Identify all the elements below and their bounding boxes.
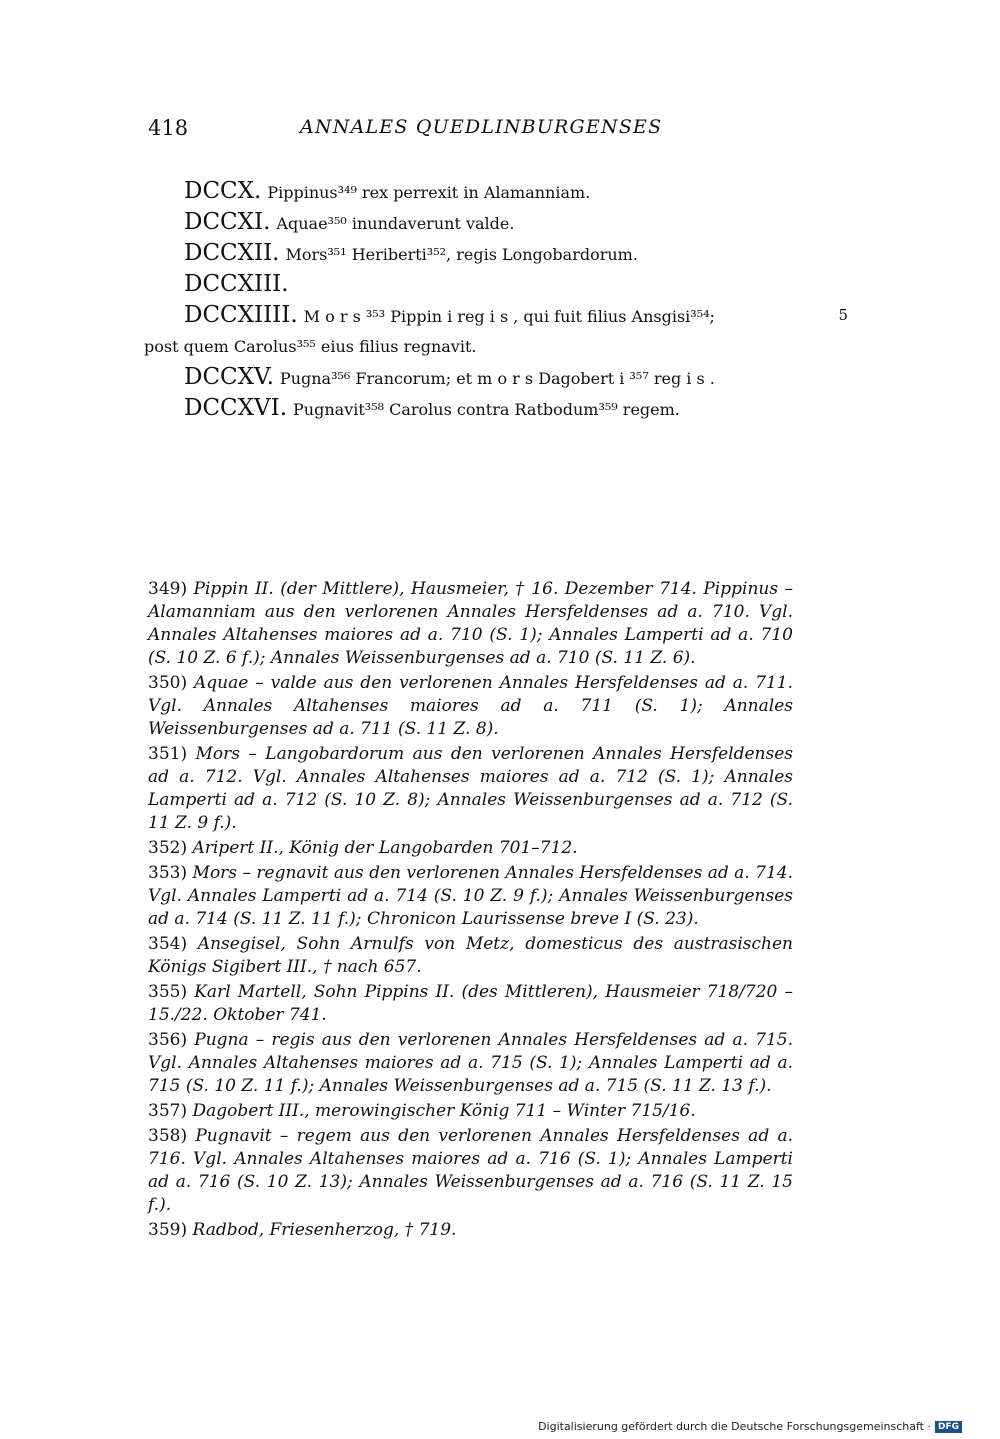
footnote — [148, 1100, 793, 1123]
footnote-number: 357) — [148, 1101, 188, 1121]
footnote-text: Aquae – valde aus den verlorenen Annales Hersfeldenses ad a. 711. Vgl. Annales Altahenses maiores ad a. 711 (S. 1); Annales Weissenburgenses ad a. 711 (S. 11 Z. 8). — [148, 673, 794, 739]
annal-entry — [148, 362, 848, 393]
line-number: 5 — [838, 306, 848, 324]
entry-year: DCCXII. — [184, 240, 280, 266]
footnote-text: Radbod, Friesenherzog, † 719. — [192, 1220, 457, 1240]
footnote-number: 354) — [148, 934, 188, 954]
footnote-text: Mors – Langobardorum aus den verlorenen Annales Hersfeldenses ad a. 712. Vgl. Annales Altahenses maiores ad a. 712 (S. 1); Annales Lamperti ad a. 712 (S. 10 Z. 8); Annales Weissenburgenses ad a. 712 (S. 11 Z. 9 f.). — [148, 744, 794, 833]
footnote-text: Pippin II. (der Mittlere), Hausmeier, † 16. Dezember 714. Pippinus – Alamanniam aus den verlorenen Annales Hersfeldenses ad a. 710. Vgl. Annales Altahenses maiores ad a. 710 (S. 1); Annales Lamperti ad a. 710 (S. 10 Z. 6 f.); Annales Weissenburgenses ad a. 710 (S. 11 Z. 6). — [148, 579, 793, 668]
footnote-number: 352) — [148, 838, 188, 858]
annal-entry — [148, 207, 848, 238]
footnote-number: 358) — [148, 1126, 188, 1146]
annal-entries — [144, 176, 848, 424]
footnote — [148, 933, 793, 979]
footnote-text: Aripert II., König der Langobarden 701–712. — [192, 838, 578, 858]
entry-year: DCCXIII. — [184, 271, 289, 297]
entry-year: DCCXI. — [184, 209, 271, 235]
entry-text: M o r s ³⁵³ Pippin i reg i s , qui fuit filius Ansgisi³⁵⁴; — [303, 307, 715, 326]
dfg-logo: DFG — [935, 1421, 962, 1433]
footnote-text: Mors – regnavit aus den verlorenen Annales Hersfeldenses ad a. 714. Vgl. Annales Lamperti ad a. 714 (S. 10 Z. 9 f.); Annales Weissenburgenses ad a. 714 (S. 11 Z. 11 f.); Chronicon Laurissense breve I (S. 23). — [148, 863, 794, 929]
digitization-credit — [538, 1420, 962, 1433]
footnote — [148, 837, 793, 860]
entry-year: DCCXIIII. — [184, 302, 298, 328]
entry-text: Mors³⁵¹ Heriberti³⁵², regis Longobardorum. — [285, 245, 638, 264]
footnote-number: 353) — [148, 863, 188, 883]
entry-year: DCCXVI. — [184, 395, 288, 421]
footnote-number: 355) — [148, 982, 188, 1002]
annal-entry — [148, 176, 848, 207]
footnote-text: Ansegisel, Sohn Arnulfs von Metz, domesticus des austrasischen Königs Sigibert III., † nach 657. — [148, 934, 793, 977]
annal-entry — [148, 269, 848, 300]
footnote-number: 356) — [148, 1030, 188, 1050]
footnote — [148, 578, 793, 670]
footnote-text: Dagobert III., merowingischer König 711 – Winter 715/16. — [192, 1101, 696, 1121]
page-header — [148, 116, 848, 146]
annal-entry — [148, 393, 848, 424]
entry-year: DCCXV. — [184, 364, 274, 390]
entry-text: Pippinus³⁴⁹ rex perrexit in Alamanniam. — [267, 183, 591, 202]
footnote — [148, 1029, 793, 1098]
footnote — [148, 981, 793, 1027]
running-title: ANNALES QUEDLINBURGENSES — [300, 116, 663, 138]
entry-text: Aquae³⁵⁰ inundaverunt valde. — [276, 214, 515, 233]
footnote-number: 359) — [148, 1220, 188, 1240]
footnote — [148, 1219, 793, 1242]
footnote — [148, 672, 793, 741]
entry-continuation: post quem Carolus³⁵⁵ eius filius regnavit. — [144, 337, 477, 356]
footnote — [148, 862, 793, 931]
footnote-number: 350) — [148, 673, 188, 693]
footnote — [148, 1125, 793, 1217]
footnote — [148, 743, 793, 835]
footnote-text: Karl Martell, Sohn Pippins II. (des Mittleren), Hausmeier 718/720 – 15./22. Oktober 741. — [148, 982, 794, 1025]
credit-text: Digitalisierung gefördert durch die Deutsche Forschungsgemeinschaft · — [538, 1420, 931, 1433]
footnote-text: Pugna – regis aus den verlorenen Annales Hersfeldenses ad a. 715. Vgl. Annales Altahenses maiores ad a. 715 (S. 1); Annales Lamperti ad a. 715 (S. 10 Z. 11 f.); Annales Weissenburgenses ad a. 715 (S. 11 Z. 13 f.). — [148, 1030, 794, 1096]
annal-entry — [148, 238, 848, 269]
entry-year: DCCX. — [184, 178, 262, 204]
entry-text: Pugna³⁵⁶ Francorum; et m o r s Dagobert i ³⁵⁷ reg i s . — [279, 369, 715, 388]
footnote-number: 351) — [148, 744, 188, 764]
footnote-number: 349) — [148, 579, 188, 599]
annal-entry — [148, 300, 848, 331]
footnote-text: Pugnavit – regem aus den verlorenen Annales Hersfeldenses ad a. 716. Vgl. Annales Altahenses maiores ad a. 716 (S. 1); Annales Lamperti ad a. 716 (S. 10 Z. 13); Annales Weissenburgenses ad a. 716 (S. 11 Z. 15 f.). — [148, 1126, 793, 1215]
entry-text: Pugnavit³⁵⁸ Carolus contra Ratbodum³⁵⁹ regem. — [293, 400, 680, 419]
footnotes — [148, 578, 793, 1244]
page-number: 418 — [148, 116, 189, 140]
